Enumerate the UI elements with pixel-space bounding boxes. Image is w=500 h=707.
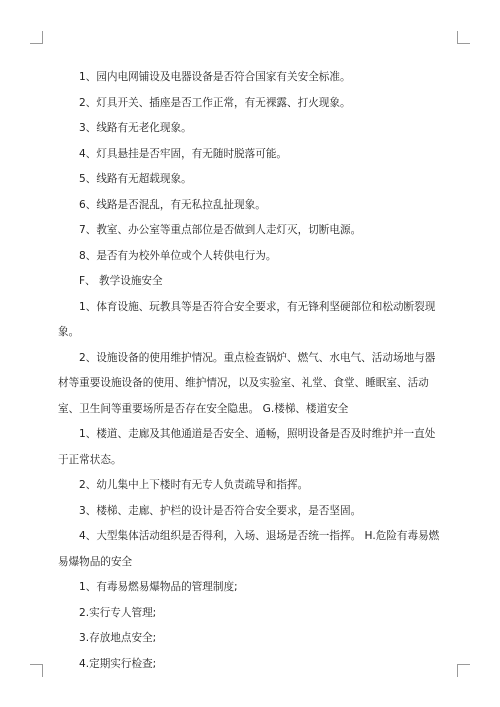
paragraph: 2、灯具开关、插座是否工作正常，有无裸露、打火现象。: [79, 96, 351, 109]
paragraph: 8、是否有为校外单位或个人转供电行为。: [79, 249, 277, 262]
paragraph: 2、幼儿集中上下楼时有无专人负责疏导和指挥。: [79, 479, 309, 491]
crop-mark-bottom-right: [457, 664, 470, 677]
paragraph: 4、大型集体活动组织是否得利，入场、退场是否统一指挥。 H.危险有毒易燃易爆物品的安全: [58, 530, 440, 568]
section-heading: F、 教学设施安全: [79, 275, 163, 287]
crop-mark-top-right: [457, 31, 470, 44]
paragraph: 3.存放地点安全;: [79, 632, 157, 644]
paragraph: 1、体育设施、玩教具等是否符合安全要求，有无锋利坚硬部位和松动断裂现象。: [58, 300, 436, 338]
document-body: [58, 65, 444, 677]
paragraph: 2、设施设备的使用维护情况。重点检查锅炉、燃气、水电气、活动场地与器材等重要设施设备的使用、维护情况，以及实验室、礼堂、食堂、睡眠室、活动室、卫生间等重要场所是否存在安全隐患。 G.楼梯、楼道安全: [58, 351, 436, 415]
paragraph: 2.实行专人管理;: [79, 606, 157, 619]
paragraph: 5、线路有无超载现象。: [79, 173, 192, 185]
paragraph: 1、楼道、走廊及其他通道是否安全、通畅，照明设备是否及时维护并一直处于正常状态。: [58, 428, 436, 466]
paragraph: 7、教室、办公室等重点部位是否做到人走灯灭，切断电源。: [79, 224, 362, 236]
paragraph: 1、有毒易燃易爆物品的管理制度;: [79, 581, 238, 593]
paragraph: 6、线路是否混乱，有无私拉乱扯现象。: [79, 198, 266, 211]
paragraph: 4.定期实行检查;: [79, 657, 157, 670]
paragraph: 4、灯具悬挂是否牢固，有无随时脱落可能。: [79, 147, 288, 160]
paragraph: 3、楼梯、走廊、护栏的设计是否符合安全要求，是否坚固。: [79, 504, 362, 517]
crop-mark-top-left: [30, 31, 43, 44]
crop-mark-bottom-left: [30, 664, 43, 677]
paragraph: 1、园内电网铺设及电器设备是否符合国家有关安全标准。: [79, 71, 351, 83]
paragraph: 3、线路有无老化现象。: [79, 122, 192, 134]
